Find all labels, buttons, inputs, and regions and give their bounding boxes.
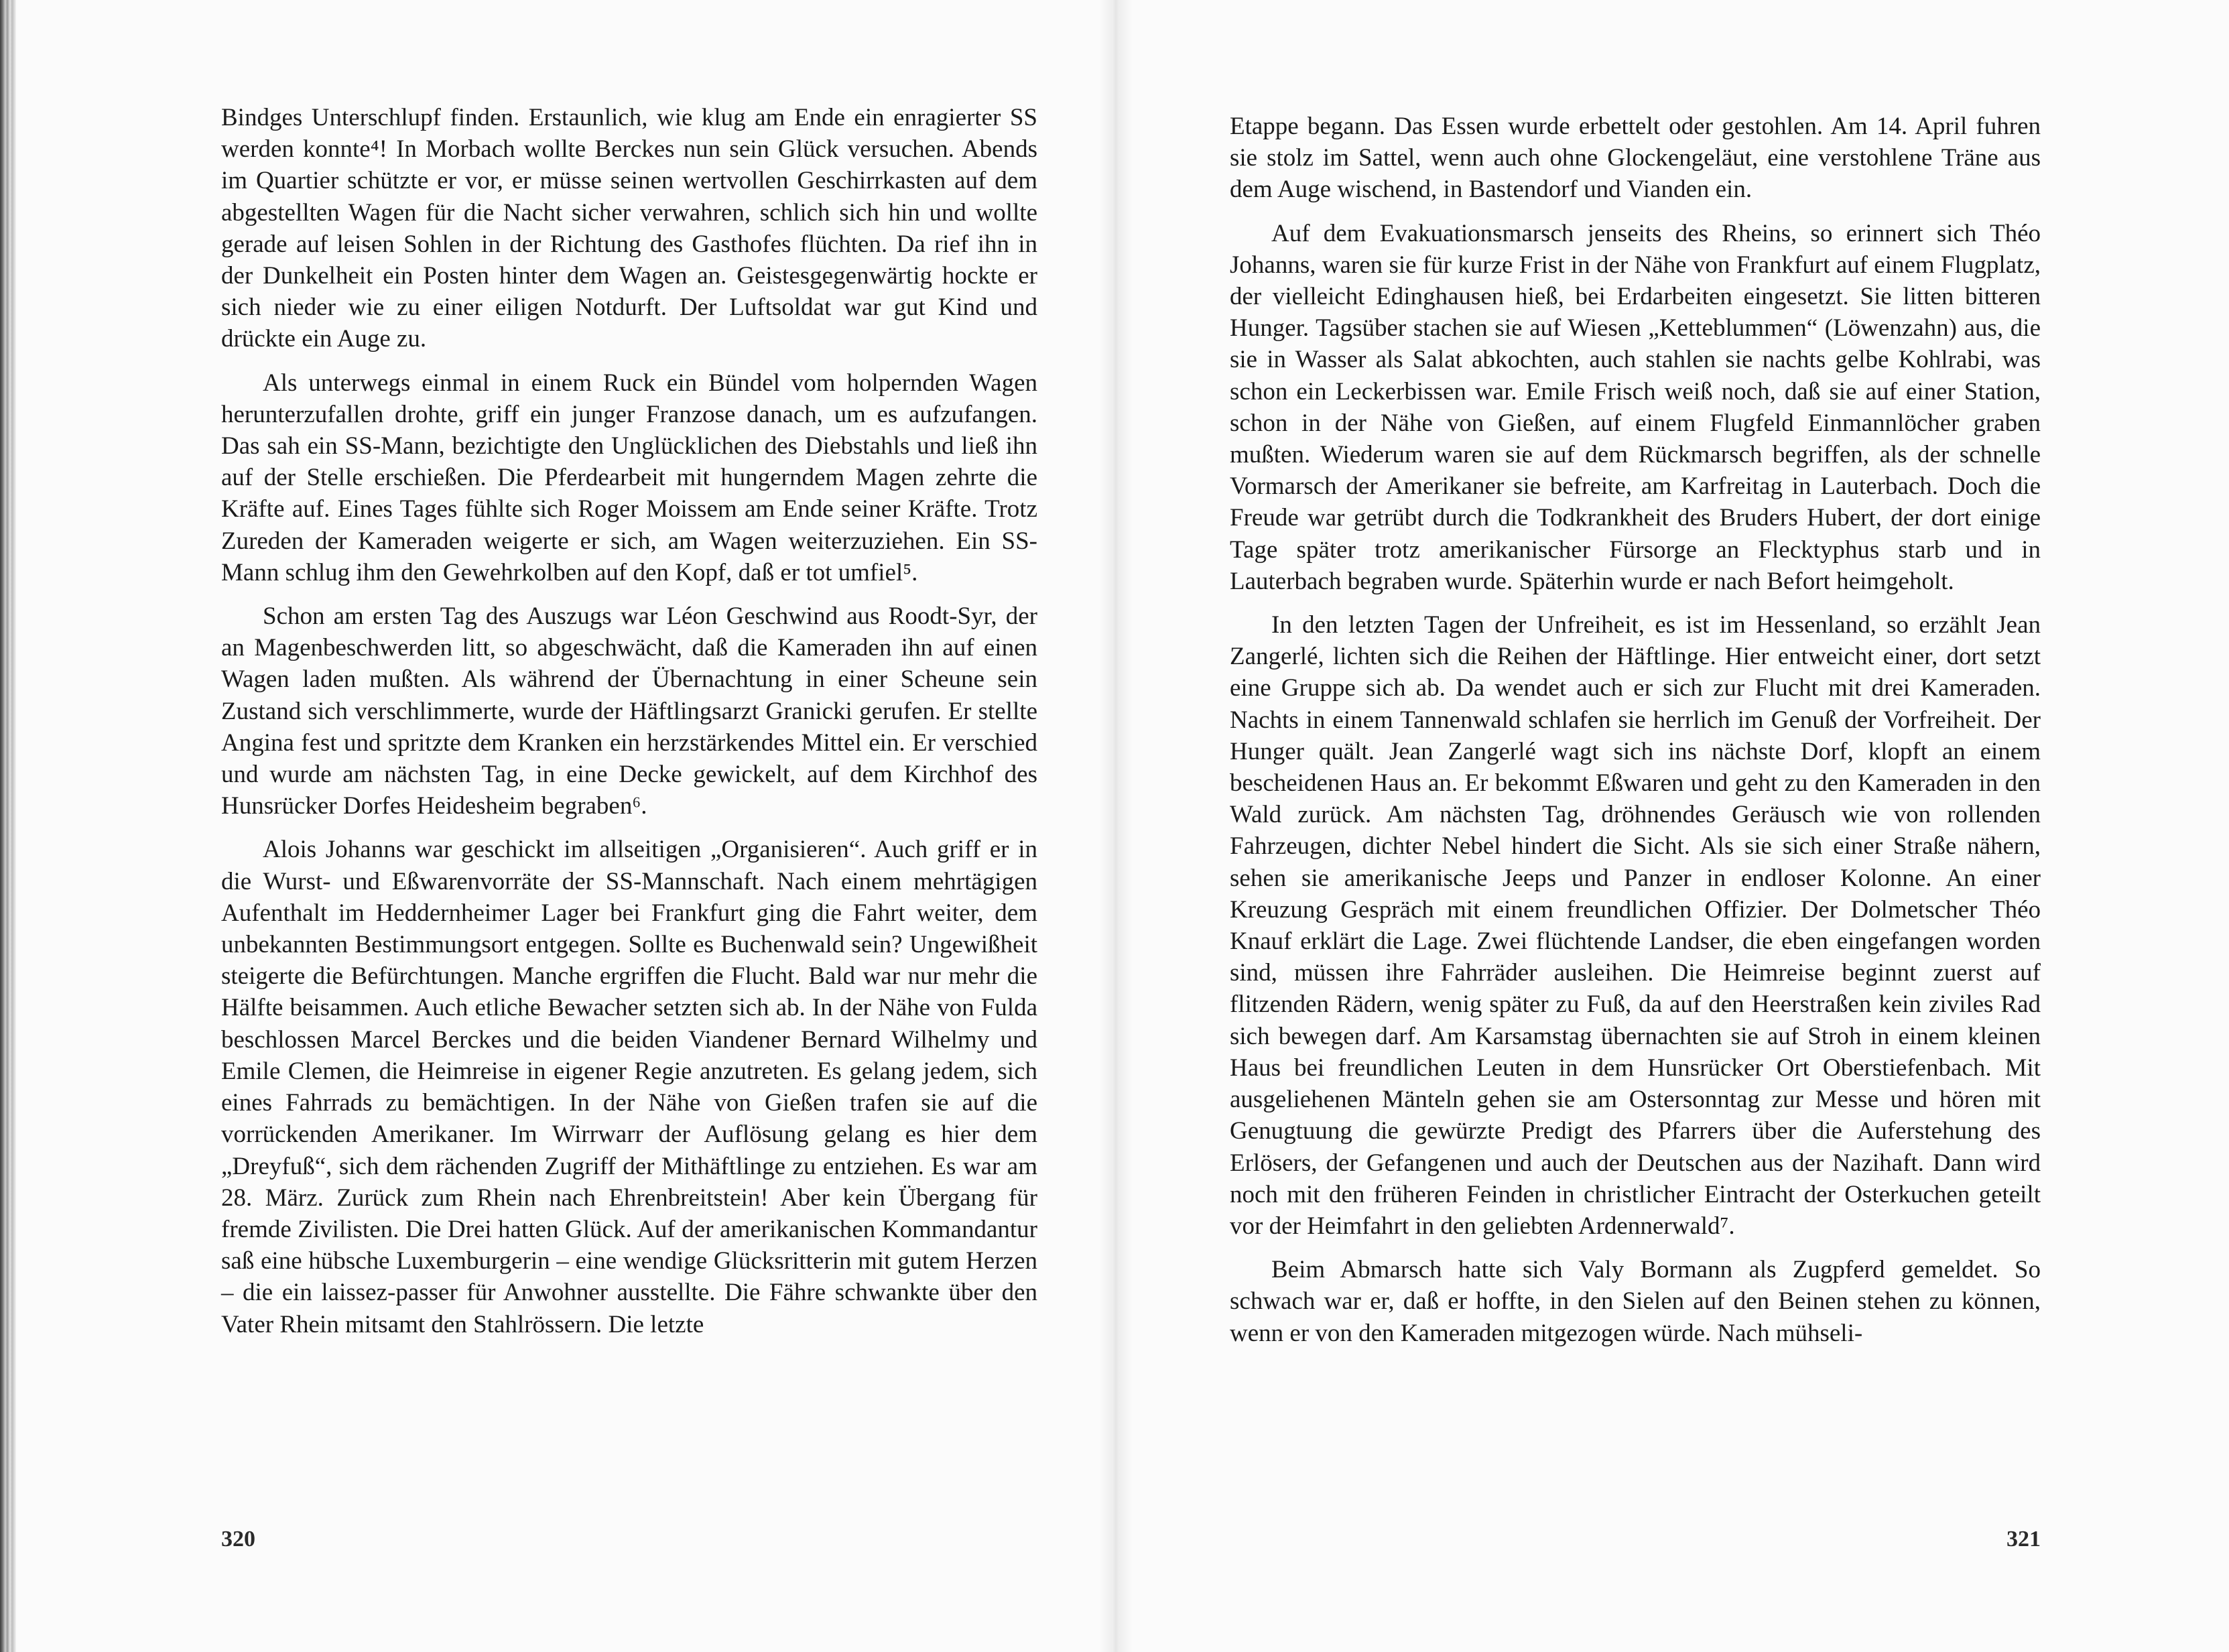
page-stack-edge — [0, 0, 16, 1652]
paragraph: Als unterwegs einmal in einem Ruck ein Bündel vom holpernden Wagen herunterzufallen drohte, griff ein junger Franzose danach, um es aufzufangen. Das sah ein SS-Mann, bezichtigte den Unglücklichen des Diebstahls und ließ ihn auf der Stelle erschießen. Die Pferdearbeit mit hungerndem Magen zehrte die Kräfte auf. Eines Tages fühlte sich Roger Moissem am Ende seiner Kräfte. Trotz Zureden der Kameraden weigerte er sich, am Wagen weiterzuziehen. Ein SS-Mann schlug ihm den Gewehrkolben auf den Kopf, daß er tot umfiel⁵. — [221, 369, 1037, 586]
paragraph: Schon am ersten Tag des Auszugs war Léon Geschwind aus Roodt-Syr, der an Magenbeschwerden litt, so abgeschwächt, daß die Kameraden ihn auf einen Wagen laden mußten. Als während der Übernachtung in einer Scheune sein Zustand sich verschlimmerte, wurde der Häftlingsarzt Granicki gerufen. Er stellte Angina fest und spritzte dem Kranken ein herzstärkendes Mittel ein. Er verschied und wurde am nächsten Tag, in eine Decke gewickelt, auf dem Kirchhof des Hunsrücker Dorfes Heidesheim begraben⁶. — [221, 602, 1037, 820]
book-gutter — [1099, 0, 1133, 1652]
left-page-text — [221, 102, 1037, 1352]
paragraph: Alois Johanns war geschickt im allseitigen „Organisieren“. Auch griff er in die Wurst- und Eßwarenvorräte der SS-Mannschaft. Nach einem mehrtägigen Aufenthalt im Heddernheimer Lager bei Frankfurt ging die Fahrt weiter, dem unbekannten Bestimmungsort entgegen. Sollte es Buchenwald sein? Ungewißheit steigerte die Befürchtungen. Manche ergriffen die Flucht. Bald war nur mehr die Hälfte beisammen. Auch etliche Bewacher setzten sich ab. In der Nähe von Fulda beschlossen Marcel Berckes und die beiden Viandener Bernard Wilhelmy und Emile Clemen, die Heimreise in eigener Regie anzutreten. Es gelang jedem, sich eines Fahrrads zu bemächtigen. In der Nähe von Gießen trafen sie auf die vorrückenden Amerikaner. Im Wirrwarr der Auflösung gelang es hier dem „Dreyfuß“, sich dem rächenden Zugriff der Mithäftlinge zu entziehen. Es war am 28. März. Zurück zum Rhein nach Ehrenbreitstein! Aber kein Übergang für fremde Zivilisten. Die Drei hatten Glück. Auf der amerikanischen Kommandantur saß eine hübsche Luxemburgerin – eine wendige Glücksritterin mit gutem Herzen – die ein laissez-passer für Anwohner ausstellte. Die Fähre schwankte über den Vater Rhein mitsamt den Stahlrössern. Die letzte — [221, 836, 1037, 1338]
paragraph: Etappe begann. Das Essen wurde erbettelt oder gestohlen. Am 14. April fuhren sie stolz im Sattel, wenn auch ohne Glockengeläut, eine verstohlene Träne aus dem Auge wischend, in Bastendorf und Vianden ein. — [1230, 113, 2041, 204]
paragraph: In den letzten Tagen der Unfreiheit, es ist im Hessenland, so erzählt Jean Zangerlé, lichten sich die Reihen der Häftlinge. Hier entweicht einer, dort setzt eine Gruppe sich ab. Da wendet auch er sich zur Flucht mit drei Kameraden. Nachts in einem Tannenwald schlafen sie herrlich im Genuß der Vorfreiheit. Der Hunger quält. Jean Zangerlé wagt sich ins nächste Dorf, klopft an einem bescheidenen Haus an. Er bekommt Eßwaren und geht zu den Kameraden in den Wald zurück. Am nächsten Tag, dröhnendes Geräusch wie von rollenden Fahrzeugen, dichter Nebel hindert die Sicht. Als sie sich einer Straße nähern, sehen sie amerikanische Jeeps und Panzer in endloser Kolonne. An einer Kreuzung Gespräch mit einem freundlichen Offizier. Der Dolmetscher Théo Knauf erklärt die Lage. Zwei flüchtende Landser, die eben eingefangen worden sind, müssen ihre Fahrräder ausleihen. Die Heimreise beginnt zuerst auf flitzenden Rädern, wenig später zu Fuß, da auf den Heerstraßen kein ziviles Rad sich bewegen darf. Am Karsamstag übernachten sie auf Stroh in einem kleinen Haus bei freundlichen Leuten in dem Hunsrücker Ort Oberstiefenbach. Mit ausgeliehenen Mänteln gehen sie am Ostersonntag zur Messe und hören mit Genugtuung die gewürzte Predigt des Pfarrers über die Auferstehung des Erlösers, der Gefangenen und auch der Deutschen aus der Nazihaft. Dann wird noch mit den früheren Feinden in christlicher Eintracht der Osterkuchen geteilt vor der Heimfahrt in den geliebten Ardennerwald⁷. — [1230, 611, 2041, 1240]
right-page-text — [1230, 111, 2041, 1361]
left-page — [221, 0, 1037, 1652]
page-number: 321 — [2007, 1527, 2041, 1551]
paragraph: Auf dem Evakuationsmarsch jenseits des Rheins, so erinnert sich Théo Johanns, waren sie für kurze Frist in der Nähe von Frankfurt auf einem Flugplatz, der vielleicht Edinghausen hieß, bei Erdarbeiten eingesetzt. Sie litten bitteren Hunger. Tagsüber stachen sie auf Wiesen „Ketteblummen“ (Löwenzahn) aus, die sie in Wasser als Salat abkochten, auch stahlen sie nachts gelbe Kohlrabi, was schon ein Leckerbissen war. Emile Frisch weiß noch, daß sie auf einer Station, schon in der Nähe von Gießen, auf einem Flugfeld Einmannlöcher graben mußten. Wiederum waren sie auf dem Rückmarsch begriffen, als der schnelle Vormarsch der Amerikaner sie befreite, am Karfreitag in Lauterbach. Doch die Freude war getrübt durch die Todkrankheit des Bruders Hubert, der dort einige Tage später trotz amerikanischer Fürsorge an Flecktyphus starb und in Lauterbach begraben wurde. Späterhin wurde er nach Befort heimgeholt. — [1230, 219, 2041, 595]
paragraph: Beim Abmarsch hatte sich Valy Bormann als Zugpferd gemeldet. So schwach war er, daß er hoffte, in den Sielen auf den Beinen stehen zu können, wenn er von den Kameraden mitgezogen würde. Nach mühseli- — [1230, 1256, 2041, 1347]
paragraph: Bindges Unterschlupf finden. Erstaunlich, wie klug am Ende ein enragierter SS werden konnte⁴! In Morbach wollte Berckes nun sein Glück versuchen. Abends im Quartier schützte er vor, er müsse seinen wertvollen Geschirrkasten auf dem abgestellten Wagen für die Nacht sicher verwahren, schlich sich hin und wollte gerade auf leisen Sohlen in der Richtung des Gasthofes flüchten. Da rief ihn in der Dunkelheit ein Posten hinter dem Wagen an. Geistesgegenwärtig hockte er sich nieder wie zu einer eiligen Notdurft. Der Luftsoldat war gut Kind und drückte ein Auge zu. — [221, 104, 1037, 353]
page-number: 320 — [221, 1527, 255, 1551]
right-page — [1230, 0, 2041, 1652]
